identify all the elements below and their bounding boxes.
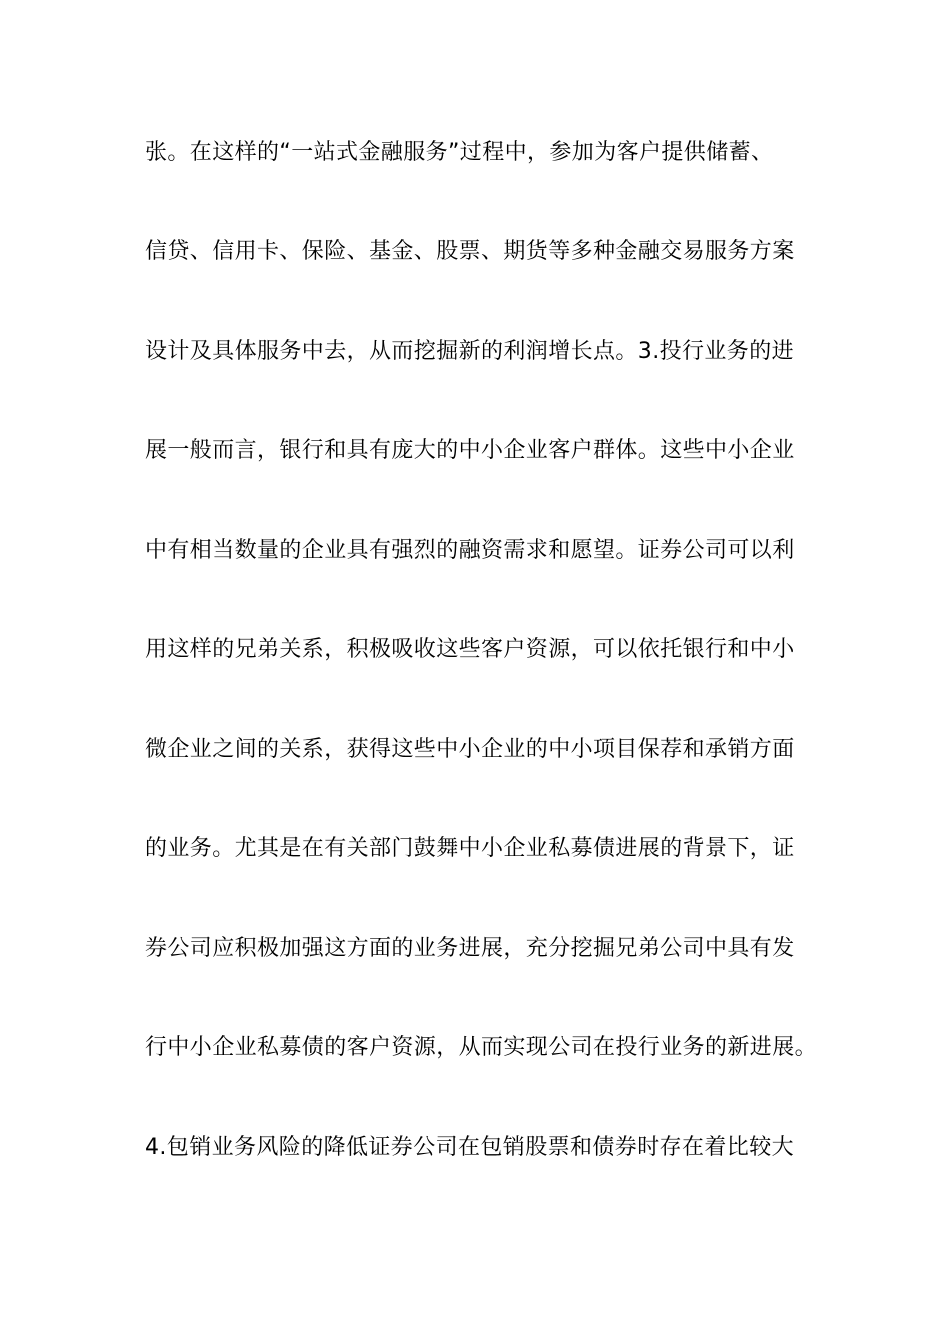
text-line-4: 展一般而言，银行和具有庞大的中小企业客户群体。这些中小企业 <box>145 438 795 463</box>
text-line-2: 信贷、信用卡、保险、基金、股票、期货等多种金融交易服务方案 <box>145 239 795 264</box>
text-line-8: 的业务。尤其是在有关部门鼓舞中小企业私募债进展的背景下，证 <box>145 836 795 861</box>
text-line-1: 张。在这样的“一站式金融服务”过程中，参加为客户提供储蓄、 <box>145 140 774 165</box>
text-line-9: 券公司应积极加强这方面的业务进展，充分挖掘兄弟公司中具有发 <box>145 936 795 961</box>
text-line-10: 行中小企业私募债的客户资源，从而实现公司在投行业务的新进展。 <box>145 1035 818 1060</box>
text-line-5: 中有相当数量的企业具有强烈的融资需求和愿望。证券公司可以利 <box>145 538 795 563</box>
text-line-7: 微企业之间的关系，获得这些中小企业的中小项目保荐和承销方面 <box>145 737 795 762</box>
text-line-3: 设计及具体服务中去，从而挖掘新的利润增长点。3.投行业务的进 <box>145 339 794 364</box>
text-line-6: 用这样的兄弟关系，积极吸收这些客户资源，可以依托银行和中小 <box>145 637 795 662</box>
text-line-11: 4.包销业务风险的降低证券公司在包销股票和债券时存在着比较大 <box>145 1135 794 1160</box>
